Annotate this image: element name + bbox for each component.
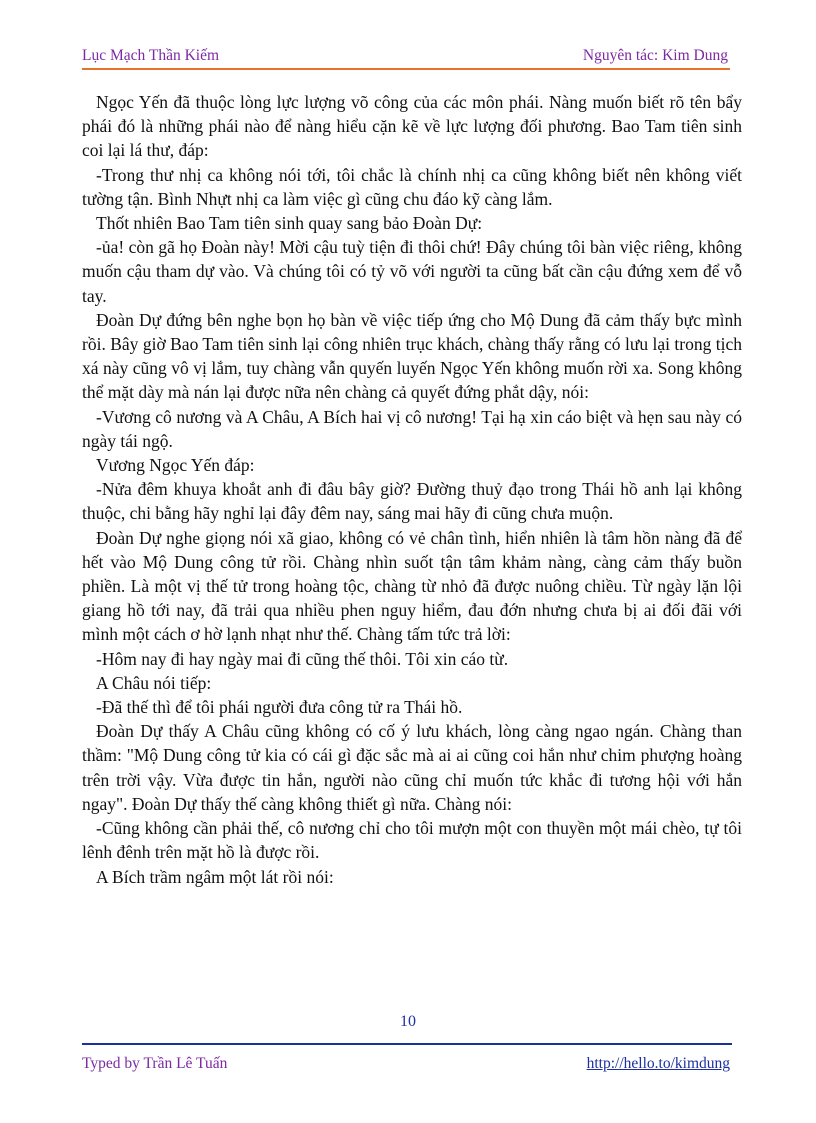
paragraph: -Nửa đêm khuya khoắt anh đi đâu bây giờ? Đường thuỷ đạo trong Thái hồ anh lại không thuộc, chi bằng hãy nghỉ lại đây đêm nay, sáng mai hãy đi cũng chưa muộn. xyxy=(82,479,742,524)
body-text xyxy=(82,90,742,889)
paragraph: -Vương cô nương và A Châu, A Bích hai vị cô nương! Tại hạ xin cáo biệt và hẹn sau này có ngày tái ngộ. xyxy=(82,406,742,451)
header-author: Nguyên tác: Kim Dung xyxy=(582,47,728,64)
paragraph: Đoàn Dự nghe giọng nói xã giao, không có vẻ chân tình, hiển nhiên là tâm hồn nàng đã để hết vào Mộ Dung công tử rồi. Chàng nhìn suốt tận tâm khảm nàng, càng cảm thấy buồn phiền. Là một vị thế tử trong hoàng tộc, chàng từ nhỏ đã được nuông chiều. Từ ngày lặn lội giang hồ tới nay, đã trải qua nhiều phen nguy hiểm, đau đớn nhưng chưa bị ai đối đãi với mình một cách ơ hờ lạnh nhạt như thế. Chàng tấm tức trả lời: xyxy=(82,527,742,645)
paragraph: -Hôm nay đi hay ngày mai đi cũng thế thôi. Tôi xin cáo từ. xyxy=(96,648,509,669)
paragraph: -Cũng không cần phải thế, cô nương chỉ cho tôi mượn một con thuyền một mái chèo, tự tôi lênh đênh trên mặt hồ là được rồi. xyxy=(82,818,742,863)
running-header xyxy=(82,47,728,67)
paragraph: -Trong thư nhị ca không nói tới, tôi chắc là chính nhị ca cũng không biết nên không viết tường tận. Bình Nhựt nhị ca làm việc gì cũng chu đáo kỹ càng lắm. xyxy=(82,164,742,209)
page-number: 10 xyxy=(400,1013,416,1030)
paragraph: -Đã thế thì để tôi phái người đưa công tử ra Thái hồ. xyxy=(96,697,463,718)
footer-rule xyxy=(82,1043,732,1045)
paragraph: Thốt nhiên Bao Tam tiên sinh quay sang bảo Đoàn Dự: xyxy=(96,213,483,234)
paragraph: A Bích trầm ngâm một lát rồi nói: xyxy=(96,866,334,887)
header-rule xyxy=(82,68,730,70)
paragraph: Đoàn Dự thấy A Châu cũng không có cố ý lưu khách, lòng càng ngao ngán. Chàng than thầm: "Mộ Dung công tử kia có cái gì đặc sắc mà ai ai cũng coi hắn như chim phượng hoàng trên trời vậy. Vừa được tin hắn, người nào cũng chỉ muốn tức khắc đi tương hội với hắn ngay". Đoàn Dự thấy thế càng không thiết gì nữa. Chàng nói: xyxy=(82,721,742,814)
paragraph: Đoàn Dự đứng bên nghe bọn họ bàn về việc tiếp ứng cho Mộ Dung đã cảm thấy bực mình rồi. Bây giờ Bao Tam tiên sinh lại công nhiên trục khách, chàng thấy rằng có lưu lại trong tịch xá này cũng vô vị lắm, tuy chàng vẫn quyến luyến Ngọc Yến không muốn rời xa. Song không thể mặt dày mà nán lại được nữa nên chàng cả quyết đứng phắt dậy, nói: xyxy=(82,309,742,403)
paragraph: -ủa! còn gã họ Đoàn này! Mời cậu tuỳ tiện đi thôi chứ! Đây chúng tôi bàn việc riêng, không muốn cậu tham dự vào. Và chúng tôi có tỷ võ với người ta cũng bất cần cậu đứng xem để vỗ tay. xyxy=(82,237,742,306)
paragraph: Ngọc Yến đã thuộc lòng lực lượng võ công của các môn phái. Nàng muốn biết rõ tên bẩy phái đó là những phái nào để nàng hiểu cặn kẽ về lực lượng đối phương. Bao Tam tiên sinh coi lại lá thư, đáp: xyxy=(82,92,742,161)
footer-typist: Typed by Trần Lê Tuấn xyxy=(82,1055,228,1072)
header-book-title: Lục Mạch Thần Kiếm xyxy=(82,47,220,64)
paragraph: Vương Ngọc Yến đáp: xyxy=(96,455,255,476)
running-footer xyxy=(82,1055,730,1075)
paragraph: A Châu nói tiếp: xyxy=(96,672,212,693)
footer-link[interactable]: http://hello.to/kimdung xyxy=(586,1055,730,1072)
